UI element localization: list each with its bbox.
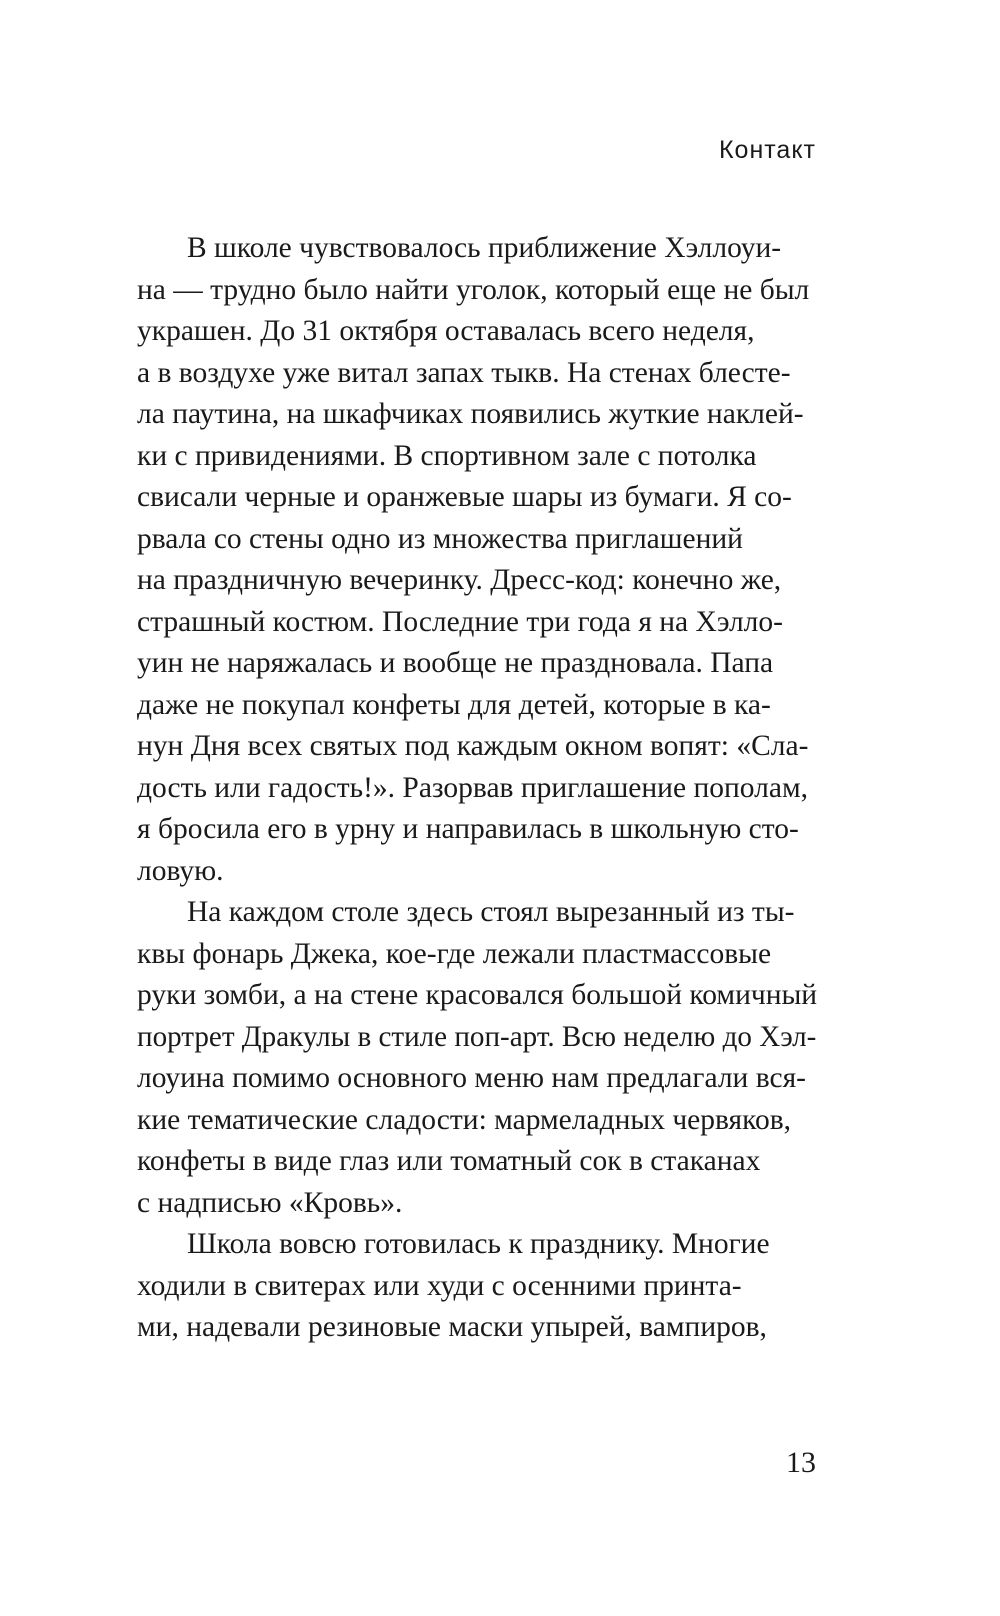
text-line: рвала со стены одно из множества приглашений	[137, 522, 743, 555]
text-line: ла паутина, на шкафчиках появились жуткие наклей-	[137, 398, 804, 430]
text-line: уин не наряжалась и вообще не праздновала. Папа	[137, 647, 774, 679]
text-line: страшный костюм. Последние три года я на Хэлло-	[137, 605, 783, 638]
text-line: На каждом столе здесь стоял вырезанный из ты-	[187, 896, 795, 928]
text-line: ки с привидениями. В спортивном зале с потолка	[137, 439, 757, 472]
text-line: лоуина помимо основного меню нам предлагали вся-	[137, 1062, 806, 1094]
page-number: 13	[786, 1446, 816, 1479]
text-line: а в воздухе уже витал запах тыкв. На стенах блесте-	[137, 356, 791, 389]
text-line: ходили в свитерах или худи с осенними принта-	[137, 1269, 742, 1302]
text-line: портрет Дракулы в стиле поп-арт. Всю неделю до Хэл-	[137, 1020, 817, 1053]
text-line: даже не покупал конфеты для детей, которые в ка-	[137, 688, 771, 721]
text-line: В школе чувствовалось приближение Хэллоуи-	[187, 232, 782, 264]
text-line: на праздничную вечеринку. Дресс-код: конечно же,	[137, 564, 782, 596]
body-text	[137, 228, 817, 1349]
text-line: ловую.	[137, 854, 224, 887]
text-line: с надписью «Кровь».	[137, 1186, 403, 1219]
text-line: я бросила его в урну и направилась в школьную сто-	[137, 813, 799, 845]
text-line: ми, надевали резиновые маски упырей, вампиров,	[137, 1311, 767, 1343]
text-line: дость или гадость!». Разорвав приглашение пополам,	[137, 771, 808, 804]
running-head: Контакт	[718, 136, 816, 164]
text-line: свисали черные и оранжевые шары из бумаги. Я со-	[137, 481, 792, 513]
text-line: на — трудно было найти уголок, который еще не был	[137, 273, 810, 306]
text-line: кие тематические сладости: мармеладных червяков,	[137, 1103, 791, 1136]
text-line: руки зомби, а на стене красовался большой комичный	[137, 979, 818, 1011]
text-line: конфеты в виде глаз или томатный сок в стаканах	[137, 1145, 761, 1177]
text-line: Школа вовсю готовилась к празднику. Многие	[187, 1228, 770, 1260]
text-line: квы фонарь Джека, кое-где лежали пластмассовые	[137, 937, 772, 970]
text-line: украшен. До 31 октября оставалась всего неделя,	[137, 315, 755, 347]
text-line: нун Дня всех святых под каждым окном вопят: «Сла-	[137, 730, 809, 762]
